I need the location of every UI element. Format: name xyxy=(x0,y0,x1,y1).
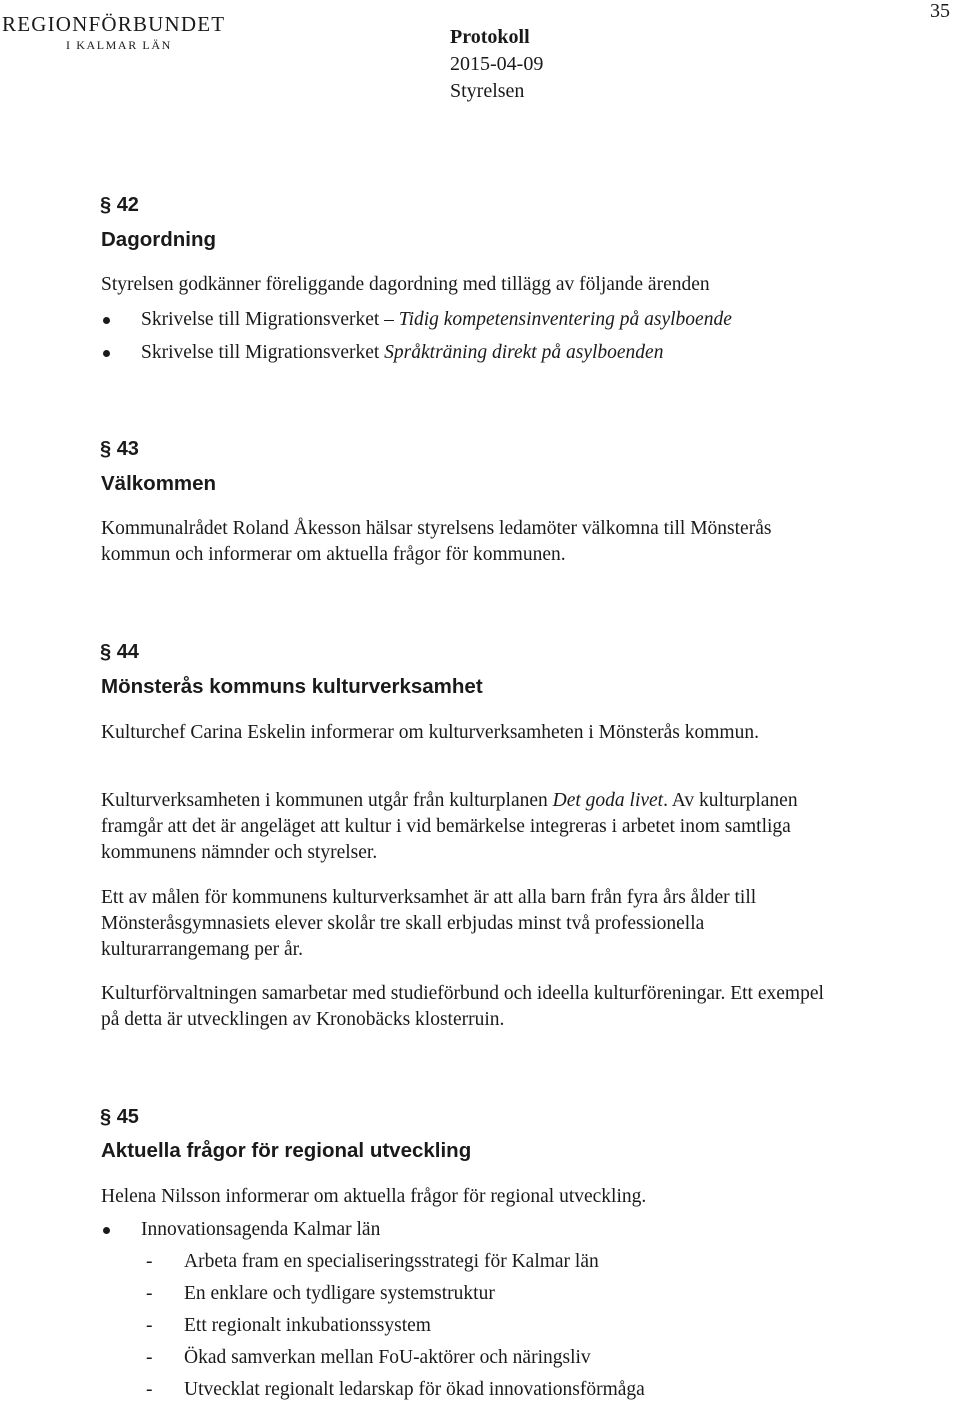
document-body: Styrelsen xyxy=(450,80,525,102)
paragraph-text: Kulturverksamheten i kommunen utgår från kulturplanen xyxy=(101,790,553,811)
section-45-number: § 45 xyxy=(100,1106,139,1128)
dash-item-text: Ökad samverkan mellan FoU-aktörer och näringsliv xyxy=(184,1347,591,1368)
section-44-paragraph-4: Kulturförvaltningen samarbetar med studieförbund och ideella kulturföreningar. Ett exempel på detta är utvecklingen av Kronobäcks klosterruin. xyxy=(101,983,824,1030)
dash-item-text: Arbeta fram en specialiseringsstrategi för Kalmar län xyxy=(184,1251,599,1272)
dash-icon: - xyxy=(146,1315,153,1336)
dash-icon: - xyxy=(146,1347,153,1368)
section-43-paragraph: Kommunalrådet Roland Åkesson hälsar styrelsens ledamöter välkomna till Mönsterås kommun och informerar om aktuella frågor för kommunen. xyxy=(101,518,772,565)
bullet-icon xyxy=(103,1227,110,1234)
dash-item-text: Utvecklat regionalt ledarskap för ökad innovationsförmåga xyxy=(184,1379,645,1400)
page-number: 35 xyxy=(930,0,950,22)
section-44-number: § 44 xyxy=(100,641,139,663)
dash-item-text: Ett regionalt inkubationssystem xyxy=(184,1315,431,1336)
bullet-text: Innovationsagenda Kalmar län xyxy=(141,1219,381,1240)
document-date: 2015-04-09 xyxy=(450,53,544,75)
section-44-paragraph-1: Kulturchef Carina Eskelin informerar om kulturverksamheten i Mönsterås kommun. xyxy=(101,722,759,743)
section-43-number: § 43 xyxy=(100,438,139,460)
section-45-title: Aktuella frågor för regional utveckling xyxy=(101,1139,472,1162)
dash-icon: - xyxy=(146,1251,153,1272)
organization-logo xyxy=(2,14,232,51)
document-type: Protokoll xyxy=(450,26,530,48)
section-number-value: 45 xyxy=(116,1106,139,1128)
section-number-value: 42 xyxy=(116,194,139,216)
logo-main-text: REGIONFÖRBUNDET xyxy=(2,12,226,36)
section-44-paragraph-3: Ett av målen för kommunens kulturverksamhet är att alla barn från fyra års ålder till Mönsteråsgymnasiets elever skolår tre skall erbjudas minst två professionella kulturarrangemang per år. xyxy=(101,887,757,960)
paragraph-text: . Av kulturplanen framgår att det är angeläget att kultur i vid bemärkelse integreras i arbetet inom samtliga kommunens nämnder och styrelser. xyxy=(101,790,798,863)
bullet-icon xyxy=(103,317,110,324)
section-number-value: 43 xyxy=(116,438,139,460)
section-number-value: 44 xyxy=(116,641,139,663)
bullet-text: Skrivelse till Migrationsverket xyxy=(141,342,385,363)
section-42-title: Dagordning xyxy=(101,228,217,251)
bullet-icon xyxy=(103,350,110,357)
bullet-italic-text: Språkträning direkt på asylboenden xyxy=(384,342,664,363)
section-45-paragraph: Helena Nilsson informerar om aktuella frågor för regional utveckling. xyxy=(101,1186,647,1207)
section-43-title: Välkommen xyxy=(101,472,217,495)
logo-sub-text: I KALMAR LÄN xyxy=(66,38,172,52)
section-44-paragraph-2 xyxy=(101,788,841,866)
bullet-text: Skrivelse till Migrationsverket – xyxy=(141,309,399,330)
dash-icon: - xyxy=(146,1283,153,1304)
dash-icon: - xyxy=(146,1379,153,1400)
section-42-intro: Styrelsen godkänner föreliggande dagordning med tillägg av följande ärenden xyxy=(101,274,710,295)
paragraph-italic-text: Det goda livet xyxy=(552,790,664,811)
section-42-number: § 42 xyxy=(100,194,139,216)
section-44-title: Mönsterås kommuns kulturverksamhet xyxy=(101,675,483,698)
dash-item-text: En enklare och tydligare systemstruktur xyxy=(184,1283,495,1304)
document-header xyxy=(450,24,543,105)
bullet-italic-text: Tidig kompetensinventering på asylboende xyxy=(398,309,732,330)
